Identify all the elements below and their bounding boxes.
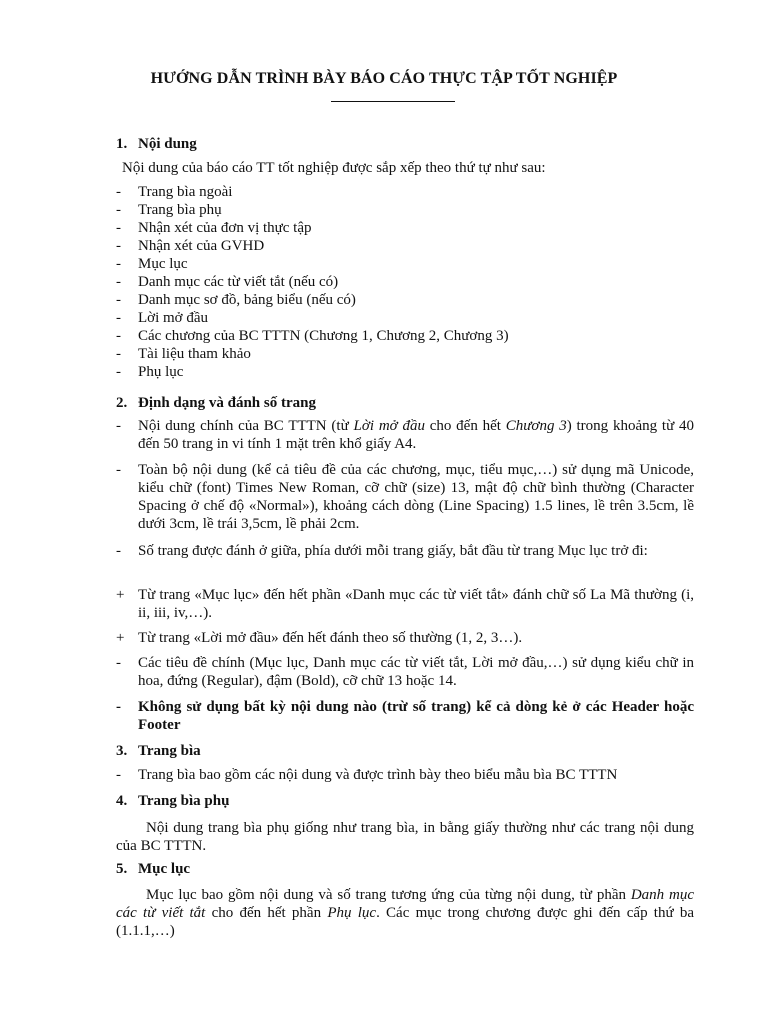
section-2-title: Định dạng và đánh số trang: [138, 395, 316, 411]
list-item: - Danh mục sơ đồ, bảng biểu (nếu có): [116, 291, 676, 309]
section-1-heading: [116, 135, 197, 153]
list-item: - Tài liệu tham khảo: [116, 345, 676, 363]
list-item: - Lời mở đầu: [116, 309, 676, 327]
paragraph-text: Trang bìa bao gồm các nội dung và được trình bày theo biểu mẫu bìa BC TTTN: [138, 767, 618, 783]
section-1-number: 1.: [116, 136, 128, 152]
paragraph-text: Số trang được đánh ở giữa, phía dưới mỗi trang giấy, bắt đầu từ trang Mục lục trở đi:: [138, 543, 648, 559]
text-run: Mục lục bao gồm nội dung và số trang tương ứng của từng nội dung, từ phần: [146, 887, 631, 903]
list-item: - Danh mục các từ viết tắt (nếu có): [116, 273, 676, 291]
section-2-paragraph-font: [116, 461, 694, 533]
italic-text-run: Chương 3: [505, 418, 567, 434]
paragraph-text: Các tiêu đề chính (Mục lục, Danh mục các từ viết tắt, Lời mở đầu,…) sử dụng kiểu chữ in hoa, đứng (Regular), đậm (Bold), cỡ chữ 13 hoặc 14.: [138, 655, 694, 689]
text-run: ) trong khoảng từ 40 đến 50 trang in vi tính 1 mặt trên khổ giấy A4.: [138, 418, 694, 452]
section-4-paragraph: Nội dung trang bìa phụ giống như trang bìa, in bằng giấy thường như các trang nội dung của BC TTTN.: [116, 820, 694, 854]
text-run: cho đến hết: [424, 418, 506, 434]
section-2-paragraph-numbering: [116, 542, 694, 560]
section-5-heading: [116, 860, 190, 878]
section-3-title: Trang bìa: [138, 743, 201, 759]
list-item: - Nhận xét của đơn vị thực tập: [116, 219, 676, 237]
list-item: - Trang bìa ngoài: [116, 183, 676, 201]
dash-marker: -: [116, 462, 121, 478]
text-run: . Các mục trong chương được ghi đến cấp thứ ba (1.1.1,…): [116, 905, 694, 939]
list-item: - Nhận xét của GVHD: [116, 237, 676, 255]
italic-text-run: Lời mở đầu: [353, 418, 425, 434]
section-2-number: 2.: [116, 395, 128, 411]
text-run: cho đến hết phần: [205, 905, 328, 921]
section-4-heading: [116, 792, 229, 810]
list-item: - Trang bìa phụ: [116, 201, 676, 219]
section-1-intro: Nội dung của báo cáo TT tốt nghiệp được sắp xếp theo thứ tự như sau:: [122, 160, 546, 176]
dash-marker: -: [116, 655, 121, 671]
section-2-paragraph-header-footer: [116, 698, 694, 734]
section-1-list: [116, 183, 676, 381]
section-2-arabic-numerals: [116, 629, 694, 647]
paragraph-text: Từ trang «Lời mở đầu» đến hết đánh theo số thường (1, 2, 3…).: [138, 630, 523, 646]
section-5-paragraph: [116, 886, 694, 940]
plus-marker: +: [116, 587, 125, 603]
section-2-heading: [116, 394, 316, 412]
section-3-paragraph: [116, 766, 694, 784]
section-4-title: Trang bìa phụ: [138, 793, 230, 809]
section-5-title: Mục lục: [138, 861, 191, 877]
dash-marker: -: [116, 418, 121, 434]
section-5-number: 5.: [116, 861, 128, 877]
list-item: - Phụ lục: [116, 363, 676, 381]
dash-marker: -: [116, 767, 121, 783]
text-run: Nội dung chính của BC TTTN (từ: [138, 418, 354, 434]
section-3-number: 3.: [116, 743, 128, 759]
dash-marker: -: [116, 699, 121, 715]
italic-text-run: Danh mục các từ viết tắt: [116, 887, 694, 921]
section-4-number: 4.: [116, 793, 128, 809]
section-2-paragraph-pages: [116, 417, 694, 453]
section-1-title: Nội dung: [138, 136, 197, 152]
list-item: - Mục lục: [116, 255, 676, 273]
document-title: HƯỚNG DẪN TRÌNH BÀY BÁO CÁO THỰC TẬP TỐT NGHIỆP: [150, 70, 618, 87]
paragraph-text: Toàn bộ nội dung (kể cả tiêu đề của các chương, mục, tiểu mục,…) sử dụng mã Unicode, kiểu chữ (font) Times New Roman, cỡ chữ (size) 13, mật độ chữ bình thường (Character Spacing ở chế độ «Normal»), khoảng cách dòng (Line Spacing) 1.5 lines, lề trên 3.5cm, lề dưới 3cm, lề trái 3,5cm, lề phải 2cm.: [138, 462, 694, 532]
section-2-roman-numerals: [116, 586, 694, 622]
list-item: - Các chương của BC TTTN (Chương 1, Chương 2, Chương 3): [116, 327, 676, 345]
plus-marker: +: [116, 630, 125, 646]
paragraph-text: Không sử dụng bất kỳ nội dung nào (trừ số trang) kể cả dòng kẻ ở các Header hoặc Footer: [138, 699, 694, 733]
section-2-paragraph-headings: [116, 654, 694, 690]
dash-marker: -: [116, 543, 121, 559]
paragraph-text: Từ trang «Mục lục» đến hết phần «Danh mục các từ viết tắt» đánh chữ số La Mã thường (i, ii, iii, iv,…).: [138, 587, 694, 621]
section-3-heading: [116, 742, 201, 760]
title-underline-rule: [331, 101, 455, 102]
italic-text-run: Phụ lục: [327, 905, 377, 921]
